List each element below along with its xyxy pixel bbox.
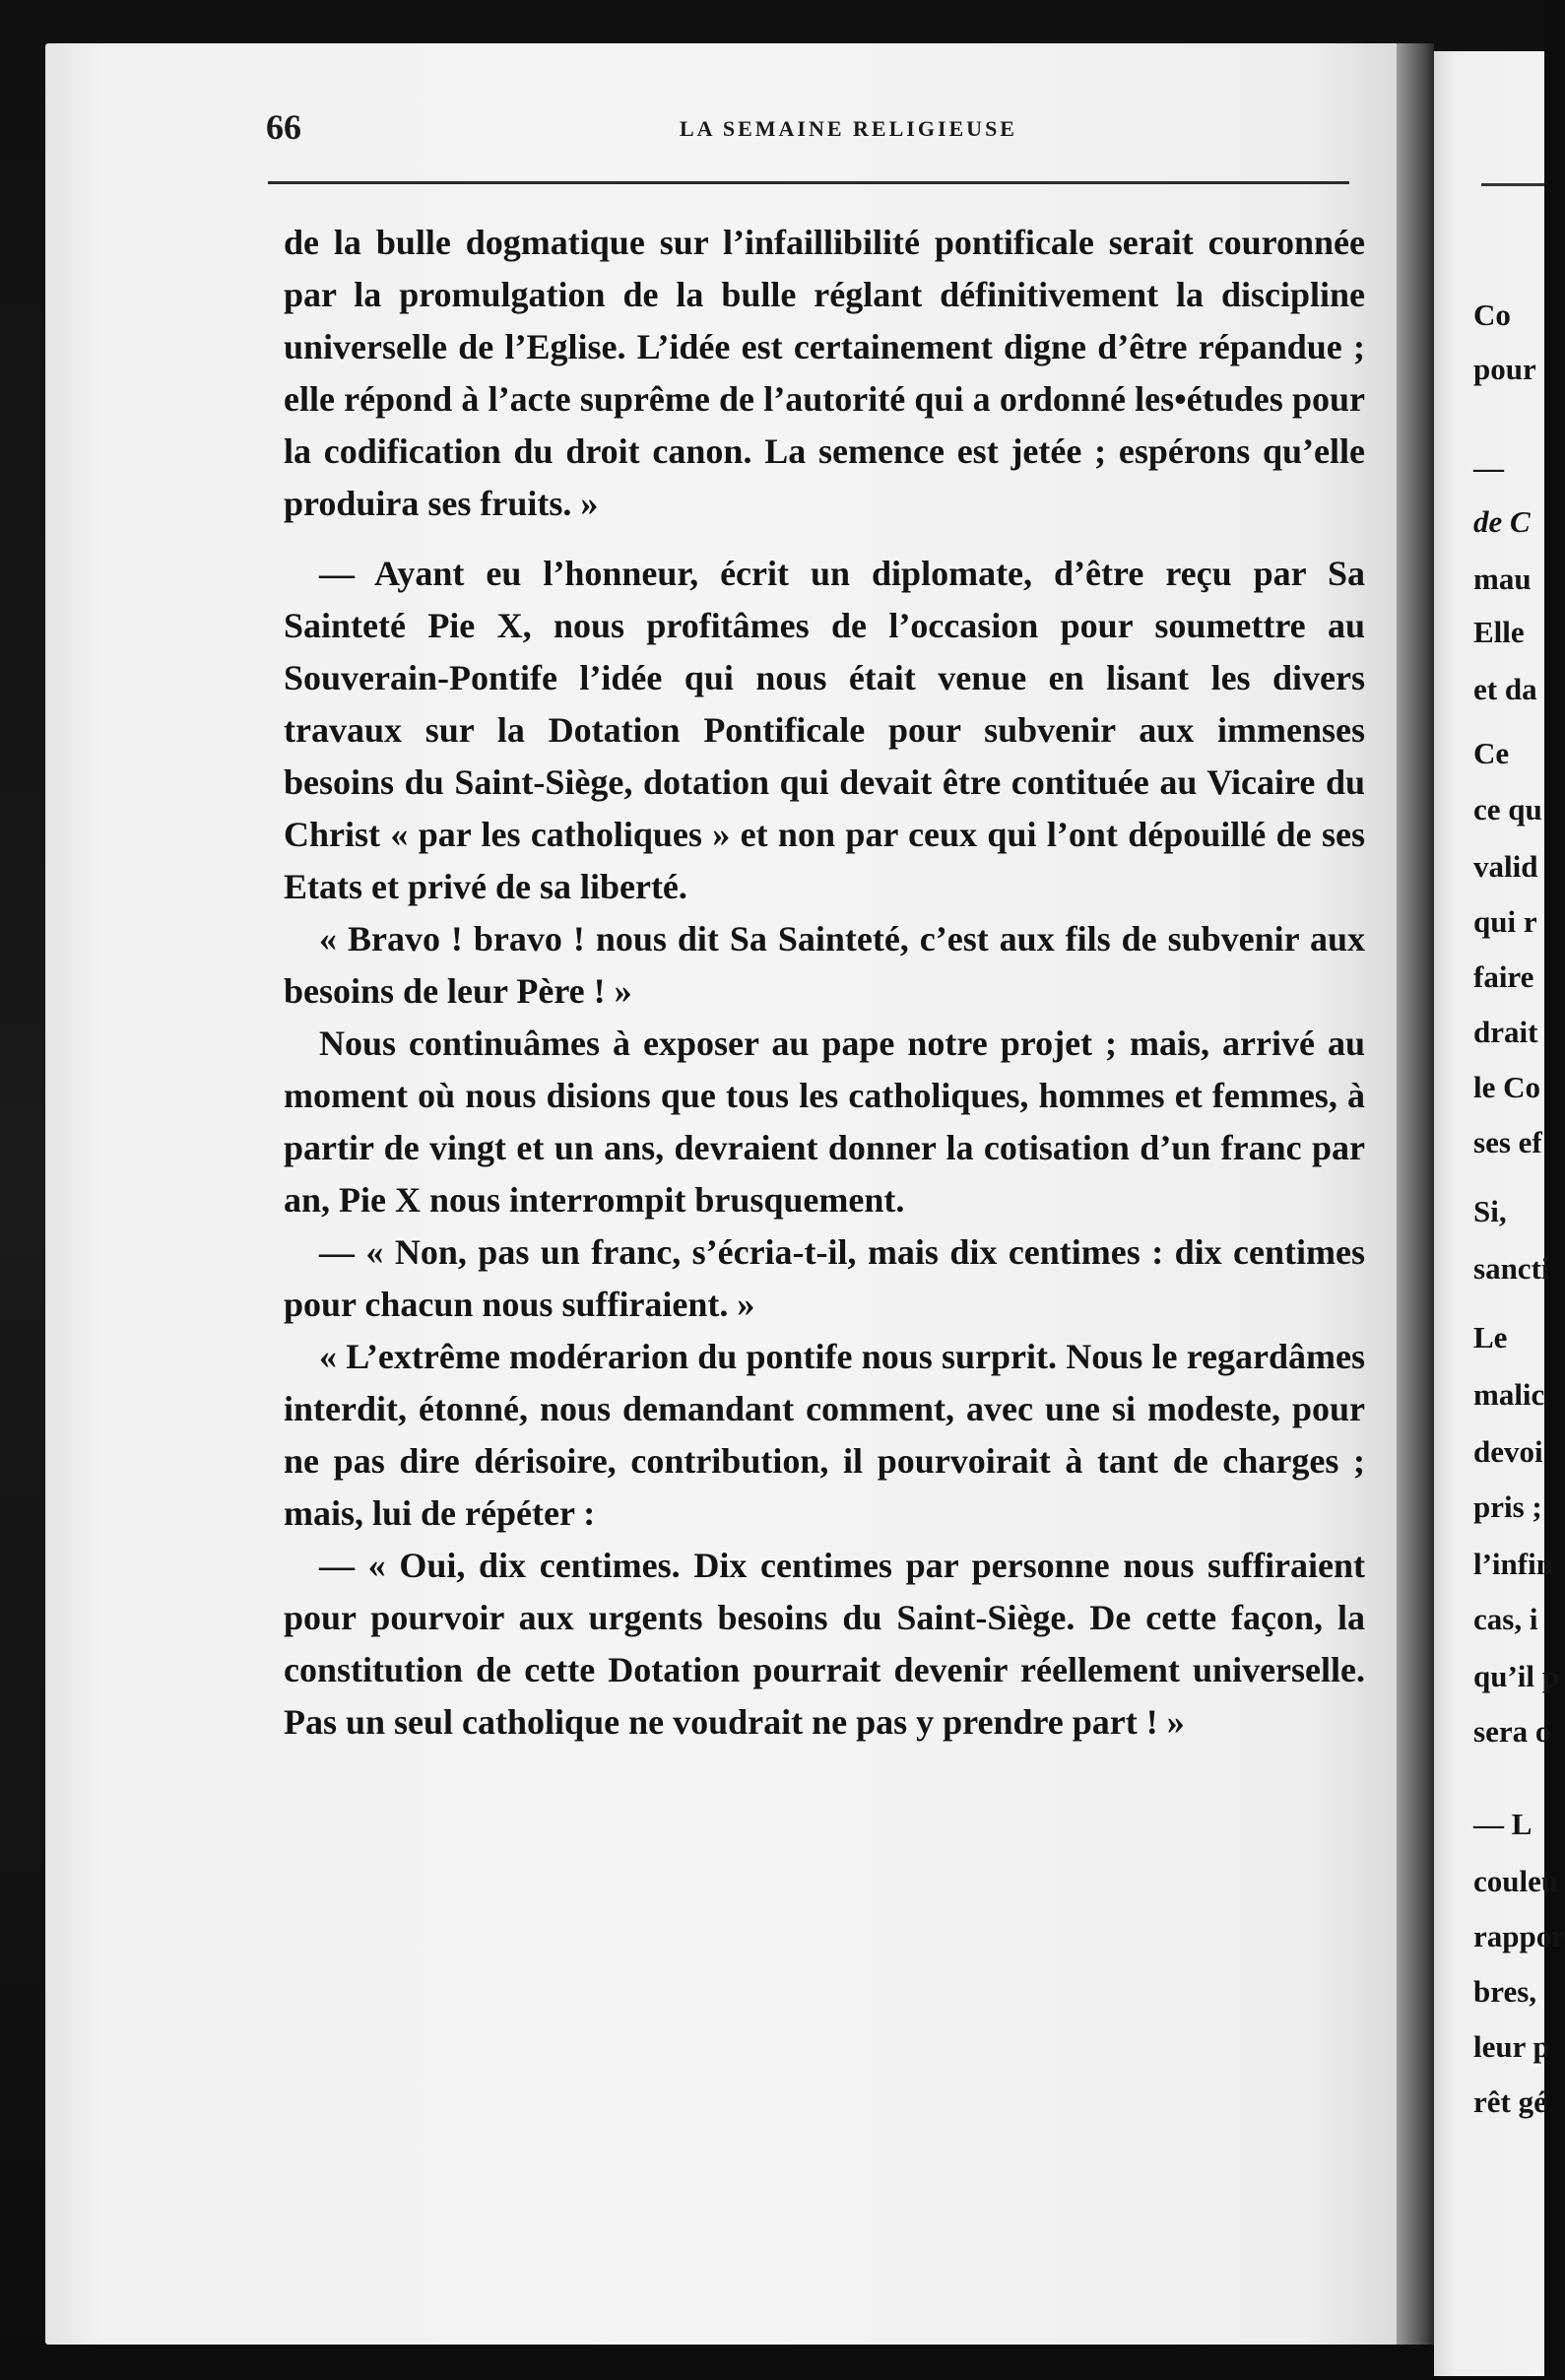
fragment-line: de C xyxy=(1473,504,1531,539)
fragment-line: rappor xyxy=(1473,1919,1565,1953)
fragment-line: Co xyxy=(1473,298,1511,332)
fragment-line: et da xyxy=(1473,672,1537,706)
fragment-line: Elle xyxy=(1473,615,1525,649)
running-title: LA SEMAINE RELIGIEUSE xyxy=(680,116,1017,141)
fragment-line: ses ef xyxy=(1473,1125,1542,1159)
body-text xyxy=(284,217,1365,1749)
fragment-line: bres, xyxy=(1473,1974,1537,2009)
fragment-line: valid xyxy=(1473,849,1538,884)
fragment-line: l’infin xyxy=(1473,1547,1553,1581)
fragment-line: Si, xyxy=(1473,1194,1507,1228)
fragment-line: malic xyxy=(1473,1377,1545,1412)
right-header-rule xyxy=(1481,183,1544,186)
paragraph: « Bravo ! bravo ! nous dit Sa Sainteté, c’est aux fils de subvenir aux besoins de leur Père ! » xyxy=(284,919,1365,1011)
fragment-line: le Co xyxy=(1473,1070,1541,1104)
fragment-line: — xyxy=(1473,450,1504,485)
fragment-line: Ce xyxy=(1473,736,1510,770)
fragment-line: drait xyxy=(1473,1015,1538,1049)
fragment-line: sancti xyxy=(1473,1251,1550,1286)
fragment-line: ce qu xyxy=(1473,792,1542,826)
fragment-line: faire xyxy=(1473,959,1534,994)
paragraph: « L’extrême modérarion du pontife nous surprit. Nous le regardâmes interdit, étonné, nous demandant comment, avec une si modeste, pour ne pas dire dérisoire, contribution, il pourvoirait à tant de charges ; mais, lui de répéter : xyxy=(284,1337,1365,1533)
fragment-line: pour xyxy=(1473,352,1536,386)
fragment-line: sera o xyxy=(1473,1714,1551,1749)
gutter-shadow xyxy=(1397,43,1434,2345)
fragment-line: couleu xyxy=(1473,1864,1559,1898)
paragraph: Nous continuâmes à exposer au pape notre projet ; mais, arrivé au moment où nous disions que tous les catholiques, hommes et femmes, à partir de vingt et un ans, devraient donner la cotisation d’un franc par an, Pie X nous interrompit brusquement. xyxy=(284,1024,1365,1220)
paragraph: de la bulle dogmatique sur l’infaillibilité pontificale serait couronnée par la promulgation de la bulle réglant définitivement la discipline universelle de l’Eglise. L’idée est certainement digne d’être répandue ; elle répond à l’acte suprême de l’autorité qui a ordonné les•études pour la codification du droit canon. La semence est jetée ; espérons qu’elle produira ses fruits. » xyxy=(284,223,1365,523)
right-page-fragment xyxy=(1434,51,1565,2376)
paragraph: — « Oui, dix centimes. Dix centimes par personne nous suffiraient pour pourvoir aux urgents besoins du Saint-Siège. De cette façon, la constitution de cette Dotation pourrait devenir réellement universelle. Pas un seul catholique ne voudrait ne pas y prendre part ! » xyxy=(284,1546,1365,1742)
fragment-line: qui r xyxy=(1473,904,1537,939)
paragraph: — Ayant eu l’honneur, écrit un diplomate, d’être reçu par Sa Sainteté Pie X, nous profitâmes de l’occasion pour soumettre au Souverain-Pontife l’idée qui nous était venue en lisant les divers travaux sur la Dotation Pontificale pour subvenir aux immenses besoins du Saint-Siège, dotation qui devait être contituée au Vicaire du Christ « par les catholiques » et non par ceux qui l’ont dépouillé de ses Etats et privé de sa liberté. xyxy=(284,554,1365,906)
header-rule xyxy=(268,181,1349,184)
fragment-line: devoi xyxy=(1473,1434,1543,1469)
fragment-line: cas, i xyxy=(1473,1602,1538,1636)
page-header xyxy=(266,106,1351,150)
fragment-line: mau xyxy=(1473,562,1532,596)
fragment-line: qu’il p xyxy=(1473,1659,1560,1693)
fragment-line: Le xyxy=(1473,1320,1508,1355)
fragment-line: pris ; xyxy=(1473,1489,1542,1524)
fragment-line: leur p xyxy=(1473,2029,1550,2064)
fragment-line: rêt gé xyxy=(1473,2084,1547,2119)
paragraph: — « Non, pas un franc, s’écria-t-il, mais dix centimes : dix centimes pour chacun nous suffiraient. » xyxy=(284,1232,1365,1324)
page-number: 66 xyxy=(266,107,301,147)
fragment-line: — L xyxy=(1473,1807,1532,1841)
